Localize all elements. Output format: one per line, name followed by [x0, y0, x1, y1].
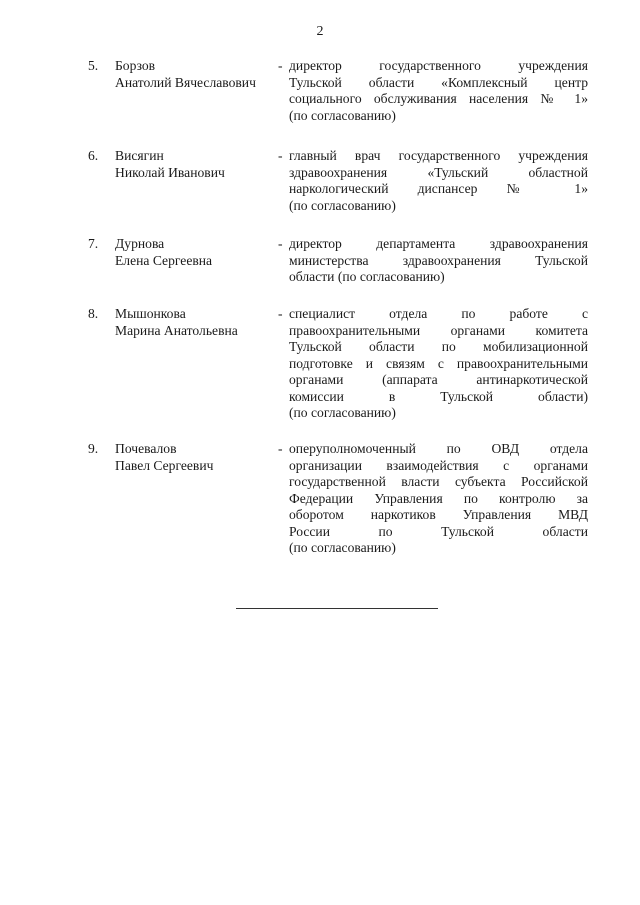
position-line: директор департамента здравоохранения [289, 236, 588, 251]
position-line: правоохранительными органами комитета [289, 322, 588, 338]
page-number: 2 [316, 24, 324, 39]
position-line: организации взаимодействия с органами [289, 457, 588, 473]
item-number: 5. [88, 58, 99, 73]
position-line: органами (аппарата антинаркотической [289, 372, 588, 387]
position-line: России по Тульской области [289, 523, 588, 539]
dash-separator: - [278, 306, 283, 321]
position-line: подготовке и связям с правоохранительными [289, 355, 588, 371]
dash-separator: - [278, 148, 283, 163]
position-line: государственной власти субъекта Российской [289, 474, 588, 489]
end-divider [236, 608, 438, 609]
member-given-name: Анатолий Вячеславович [115, 74, 256, 90]
member-position [289, 306, 588, 422]
dash-separator: - [278, 441, 283, 456]
member-given-name: Марина Анатольевна [115, 322, 238, 338]
position-line: наркологический диспансер № 1» [289, 181, 588, 196]
position-line: специалист отдела по работе с [289, 306, 588, 321]
position-line: (по согласованию) [289, 405, 396, 420]
position-line: директор государственного учреждения [289, 58, 588, 73]
position-line: социального обслуживания населения № 1» [289, 91, 588, 106]
member-name [115, 148, 285, 181]
position-line: (по согласованию) [289, 540, 396, 555]
item-number: 6. [88, 148, 99, 163]
member-surname: Висягин [115, 148, 164, 163]
position-line: комиссии в Тульской области) [289, 388, 588, 404]
position-line: министерства здравоохранения Тульской [289, 252, 588, 268]
member-position [289, 236, 588, 286]
position-line: области (по согласованию) [289, 269, 445, 284]
position-line: оборотом наркотиков Управления МВД [289, 507, 588, 522]
position-line: Тульской области «Комплексный центр [289, 74, 588, 90]
position-line: (по согласованию) [289, 107, 396, 123]
member-given-name: Павел Сергеевич [115, 457, 214, 473]
member-name [115, 236, 285, 269]
member-surname: Борзов [115, 58, 156, 73]
member-given-name: Елена Сергеевна [115, 252, 213, 268]
member-name [115, 306, 285, 339]
position-line: Федерации Управления по контролю за [289, 490, 588, 506]
position-line: главный врач государственного учреждения [289, 148, 588, 163]
dash-separator: - [278, 236, 283, 251]
member-surname: Дурнова [115, 236, 165, 251]
member-name [115, 441, 285, 474]
member-surname: Мышонкова [115, 306, 186, 321]
dash-separator: - [278, 58, 283, 73]
member-position [289, 441, 588, 557]
member-position [289, 58, 588, 124]
position-line: оперуполномоченный по ОВД отдела [289, 441, 588, 456]
item-number: 9. [88, 441, 99, 456]
item-number: 7. [88, 236, 99, 251]
member-name [115, 58, 285, 91]
item-number: 8. [88, 306, 99, 321]
member-surname: Почевалов [115, 441, 177, 456]
position-line: здравоохранения «Тульский областной [289, 164, 588, 180]
position-line: Тульской области по мобилизационной [289, 339, 588, 354]
member-given-name: Николай Иванович [115, 164, 225, 180]
member-position [289, 148, 588, 214]
position-line: (по согласованию) [289, 197, 396, 213]
